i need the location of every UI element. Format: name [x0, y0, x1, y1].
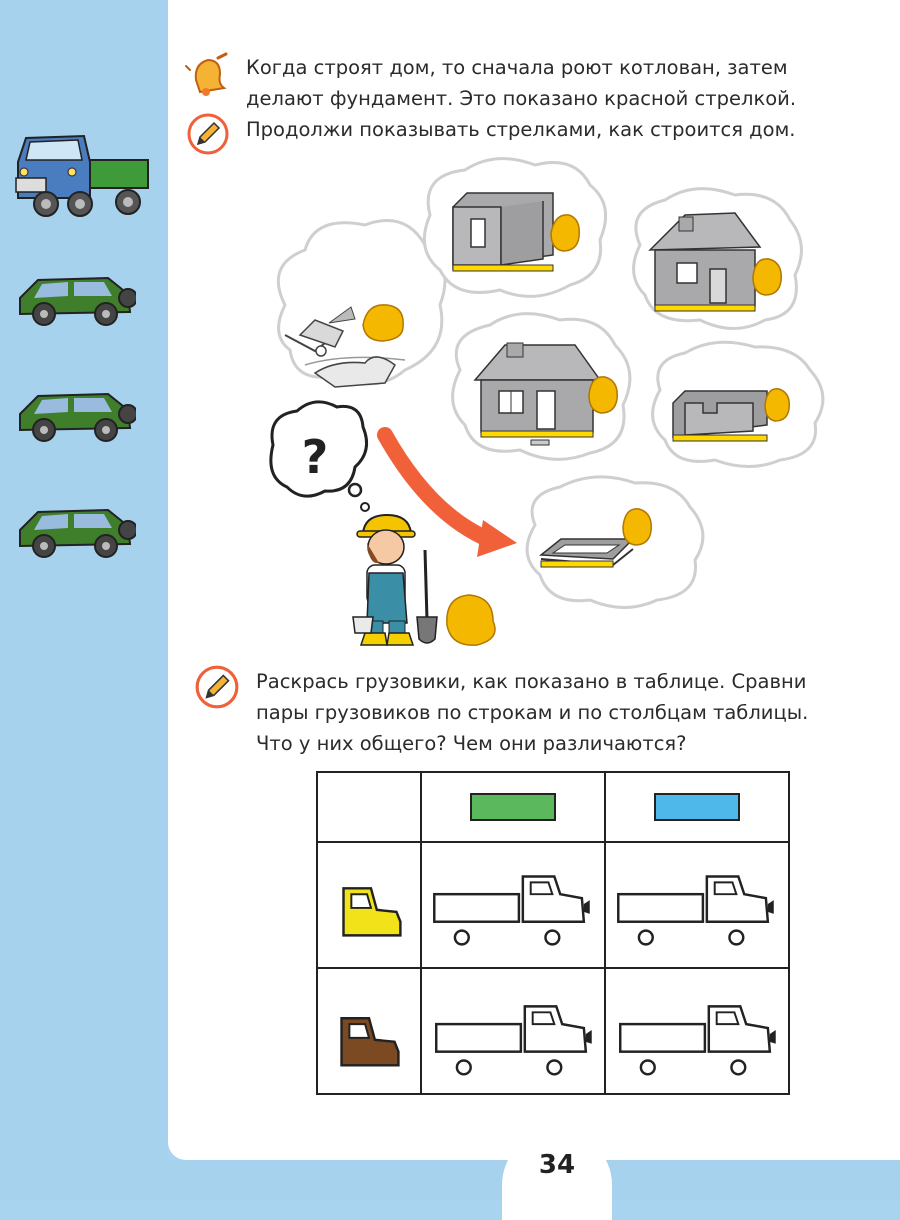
- table-row: [317, 968, 789, 1094]
- color-swatch-green: [470, 793, 556, 821]
- task2-instructions: [256, 666, 880, 759]
- pencil-icon: [186, 112, 230, 156]
- truck-outline-cell[interactable]: [421, 968, 605, 1094]
- table-header-row: [317, 772, 789, 842]
- cab-sample-yellow: [318, 843, 420, 967]
- cloud-walls: [424, 159, 605, 297]
- page-number: 34: [538, 1150, 576, 1180]
- pencil-icon: [194, 664, 240, 710]
- truck-outline: [606, 843, 788, 967]
- green-car-illustration-3: [16, 500, 136, 560]
- task1-line-1: Когда строят дом, то сначала роют котлован, затем: [246, 56, 788, 79]
- truck-outline-cell[interactable]: [605, 968, 789, 1094]
- question-thought-bubble: [271, 402, 369, 511]
- truck-outline-cell[interactable]: [421, 842, 605, 968]
- coloring-table: [316, 771, 790, 1095]
- table-row: [317, 842, 789, 968]
- question-mark: ?: [301, 430, 329, 484]
- cloud-house-roof: [634, 189, 802, 329]
- task2-line-1: Раскрась грузовики, как показано в таблице. Сравни: [256, 670, 807, 693]
- truck-outline: [422, 843, 604, 967]
- house-construction-illustration: [255, 155, 845, 650]
- task2-line-3: Что у них общего? Чем они различаются?: [256, 732, 687, 755]
- color-swatch-blue: [654, 793, 740, 821]
- cab-sample-brown: [318, 969, 420, 1093]
- table-row-header-cell: [317, 968, 421, 1094]
- table-row-header-cell: [317, 842, 421, 968]
- task2-line-2: пары грузовиков по строкам и по столбцам таблицы.: [256, 701, 809, 724]
- task1-line-2: делают фундамент. Это показано красной стрелкой.: [246, 87, 797, 110]
- green-car-illustration-1: [16, 268, 136, 328]
- truck-outline: [606, 969, 788, 1093]
- truck-outline: [422, 969, 604, 1093]
- cloud-excavation: [278, 221, 445, 388]
- bell-icon: [184, 50, 230, 96]
- cloud-finished-house: [453, 314, 630, 460]
- task1-instructions: [246, 52, 870, 145]
- table-header-cell: [421, 772, 605, 842]
- green-car-illustration-2: [16, 384, 136, 444]
- table-header-cell: [605, 772, 789, 842]
- red-arrow: [385, 435, 517, 557]
- task1-line-3: Продолжи показывать стрелками, как строится дом.: [246, 118, 796, 141]
- cloud-foundation: [527, 477, 703, 608]
- truck-outline-cell[interactable]: [605, 842, 789, 968]
- blue-truck-illustration: [12, 128, 154, 220]
- table-corner-cell: [317, 772, 421, 842]
- cloud-low-walls: [653, 342, 823, 466]
